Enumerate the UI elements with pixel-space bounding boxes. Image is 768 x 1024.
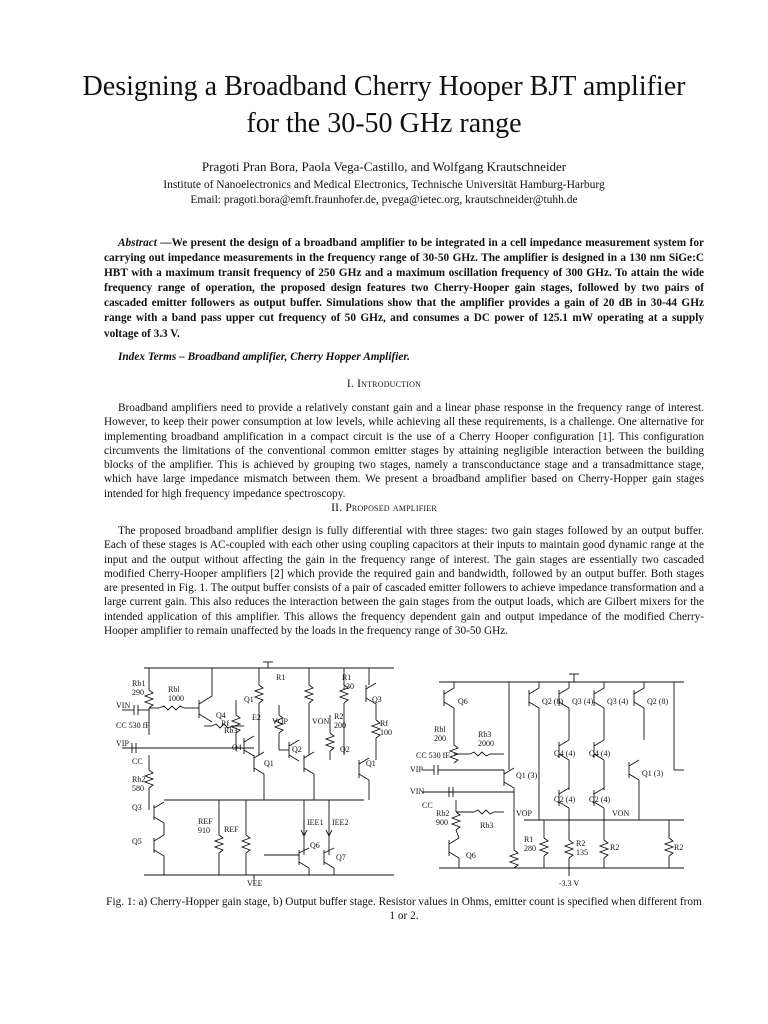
label: IEE2 — [332, 818, 349, 827]
label: Rbl — [168, 685, 180, 694]
label: VON — [612, 809, 630, 818]
figure-1-schematics — [104, 660, 704, 890]
label: VIP — [410, 765, 423, 774]
label: Q4 — [216, 711, 226, 720]
label: Q4 (4) — [554, 749, 576, 758]
label: Q2 (4) — [554, 795, 576, 804]
label: REF — [198, 817, 213, 826]
label: VIN — [410, 787, 425, 796]
abstract-text: —We present the design of a broadband amplifier to be integrated in a cell impedance measurement system for carrying out impedance measurements in the frequency range of 30-50 GHz. The amplifier is designed in a 130 nm SiGe:C HBT with a maximum transit frequency of 250 GHz and a maximum oscillation frequency of 300 GHz. To attain the wide frequency range of operation, the proposed design features two Cherry-Hooper gain stages, followed by two pairs of cascaded emitter followers as output buffer. Simulations show that the amplifier provides a gain of 20 dB in 30-44 GHz range with a band pass upper cut frequency of 50 GHz, and consumes a DC power of 125.1 mW operating at a supply voltage of 3.3 V. — [104, 237, 704, 340]
label: Rb3 — [478, 730, 492, 739]
cherry-hooper-gain-stage — [122, 662, 394, 885]
label: Rb2 — [436, 809, 450, 818]
label: 1000 — [168, 694, 184, 703]
label: 100 — [380, 728, 392, 737]
label: R2 — [610, 843, 620, 852]
label: R2 — [334, 712, 344, 721]
label: Q2 (4) — [589, 795, 611, 804]
label: Q2 (8) — [542, 697, 564, 706]
circuit-schematic — [104, 660, 704, 890]
label: CC 530 fF — [116, 721, 150, 730]
figure-caption: Fig. 1: a) Cherry-Hopper gain stage, b) Output buffer stage. Resistor values in Ohms, emitter count is specified when different from 1 or 2. — [106, 896, 702, 922]
label: 2000 — [478, 739, 494, 748]
label: CC — [132, 757, 143, 766]
label: Rb2 — [132, 775, 146, 784]
label: Rb3 — [224, 726, 238, 735]
email-line: Email: pragoti.bora@emft.fraunhofer.de, pvega@ietec.org, krautschneider@tuhh.de — [190, 194, 578, 206]
label: VOP — [516, 809, 533, 818]
label: Q2 (8) — [647, 697, 669, 706]
label: Rb3 — [480, 821, 494, 830]
label: R2 — [674, 843, 684, 852]
label: CC — [422, 801, 433, 810]
label: 580 — [132, 784, 144, 793]
label: Q3 (4) — [607, 697, 629, 706]
label: VIP — [116, 739, 129, 748]
label: IEE1 — [307, 818, 324, 827]
label: R1 — [524, 835, 534, 844]
paper-title: Designing a Broadband Cherry Hooper BJT amplifier for the 30-50 GHz range — [82, 71, 686, 139]
label: R2 — [576, 839, 586, 848]
label: Q4 — [232, 743, 242, 752]
label: Q6 — [458, 697, 468, 706]
author-list: Pragoti Pran Bora, Paola Vega-Castillo, and Wolfgang Krautschneider — [201, 159, 567, 174]
label: 900 — [436, 818, 448, 827]
left-schematic-labels — [116, 673, 392, 888]
label: 130 — [342, 682, 354, 691]
label: Q7 — [336, 853, 346, 862]
label: Q1 — [264, 759, 274, 768]
right-schematic-labels — [410, 697, 683, 888]
label: REF — [224, 825, 239, 834]
label: Q3 — [372, 695, 382, 704]
index-terms: Index Terms – Broadband amplifier, Cherry Hopper Amplifier. — [118, 351, 410, 363]
label: 290 — [132, 688, 144, 697]
label: Q3 — [132, 803, 142, 812]
label: 200 — [334, 721, 346, 730]
label: Rf — [380, 719, 388, 728]
affiliation: Institute of Nanoelectronics and Medical Electronics, Technische Universität Hamburg-Harburg — [163, 179, 605, 191]
label: 280 — [524, 844, 536, 853]
label: Q6 — [310, 841, 320, 850]
label: VON — [312, 717, 330, 726]
introduction-paragraph: Broadband amplifiers need to provide a relatively constant gain and a linear phase response in the frequency range of interest. However, to keep their power consumption at low levels, while achieving all these requirements, is a challenge. One alternative for implementing broadband amplification in a compact circuit is the use of a Cherry Hooper configuration [1]. This configuration circumvents the limitations of the conventional common emitter stages by attaining negligible interaction between the building blocks of the amplifier. This is achieved by grouping two stages, namely a transconductance stage and a transadmittance stage, which have large impedance mismatch between them. We present a broadband amplifier based on Cherry-Hopper gain stages intended for high frequency impedance spectroscopy. — [104, 402, 704, 500]
label: VOP — [272, 717, 289, 726]
label: E2 — [252, 713, 261, 722]
label: VEE — [247, 879, 263, 888]
section-heading-proposed-amplifier: II. Proposed amplifier — [331, 502, 437, 514]
label: 135 — [576, 848, 588, 857]
label: -3.3 V — [559, 879, 580, 888]
label: Q1 — [366, 759, 376, 768]
label: 910 — [198, 826, 210, 835]
abstract-label: Abstract — [118, 237, 157, 249]
label: R1 — [342, 673, 352, 682]
label: CC 530 fF — [416, 751, 450, 760]
abstract — [104, 236, 704, 342]
label: Q5 — [132, 837, 142, 846]
label: Q1 (3) — [642, 769, 664, 778]
label: VIN — [116, 701, 131, 710]
label: Q2 — [292, 745, 302, 754]
label: 200 — [434, 734, 446, 743]
label: Q2 — [340, 745, 350, 754]
label: Q1 (3) — [516, 771, 538, 780]
label: Rf — [221, 719, 229, 728]
label: Q3 (4) — [572, 697, 594, 706]
section-heading-introduction: I. Introduction — [346, 378, 422, 390]
label: R1 — [276, 673, 286, 682]
label: Q6 — [466, 851, 476, 860]
proposed-amplifier-paragraph: The proposed broadband amplifier design is fully differential with three stages: two gain stages followed by an output buffer. Each of these stages is AC-coupled with each other using coupling capacitors at their inputs to maintain good dynamic range at the input and the output without affecting the gain in the frequency range of interest. The gain stages are essentially two cascaded modified Cherry-Hooper amplifiers [2] which provide the required gain and bandwidth, followed by an output buffer. Both stages are presented in Fig. 1. The output buffer consists of a pair of cascaded emitter followers to achieve impedance transformation and a large current gain. This also reduces the interaction between the gain stages from the output loads, which are Gilbert mixers for the intended application of this amplifier. This allows the frequency dependent gain and output impedance of the modified Cherry-Hooper amplifier to remain unaffected by the loads in the frequency range of 30-50 GHz. — [104, 525, 704, 638]
label: Rb1 — [132, 679, 146, 688]
label: Q1 — [244, 695, 254, 704]
label: Q4 (4) — [589, 749, 611, 758]
label: Rbl — [434, 725, 446, 734]
